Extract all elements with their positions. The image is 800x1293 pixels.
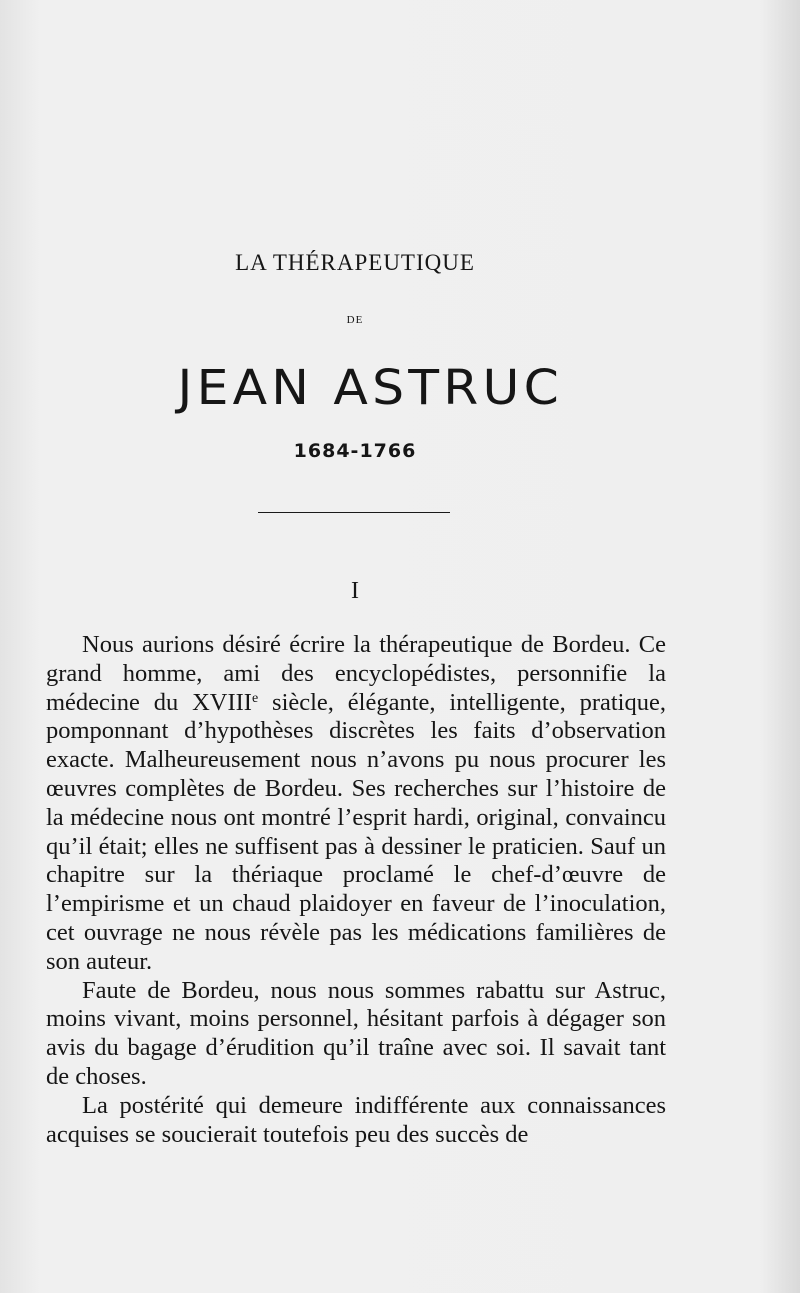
paragraph-2: Faute de Bordeu, nous nous sommes rabattu sur Astruc, moins vivant, moins personnel, hésitant parfois à dégager son avis du bagage d’érudition qu’il traîne avec soi. Il savait tant de choses. bbox=[46, 976, 666, 1090]
body-text bbox=[46, 631, 666, 1149]
life-dates: 1684-1766 bbox=[293, 440, 417, 462]
century-superscript: e bbox=[251, 690, 259, 706]
paragraph-1-start: Nous aurions désiré écrire la thérapeutique de Bordeu. Ce grand homme, ami des encyclopédistes, personnifie la médecine du XVIII bbox=[46, 631, 666, 716]
title-line: LA THÉRAPEUTIQUE bbox=[235, 250, 475, 275]
paragraph-3: La postérité qui demeure indifférente aux connaissances acquises se soucierait toutefois peu des succès de bbox=[46, 1091, 666, 1148]
paragraph-1-rest: siècle, élégante, intelligente, pratique, pomponnant d’hypothèses discrètes les faits d’observation exacte. Malheureusement nous n’avons pu nous procurer les œuvres complètes de Bordeu. Ses recherches sur l’histoire de la médecine nous ont montré l’esprit hardi, original, convaincu qu’il était; elles ne suffisent pas à dessiner le praticien. Sauf un chapitre sur la thériaque proclamé le chef-d’œuvre de l’empirisme et un chaud plaidoyer en faveur de l’inoculation, cet ouvrage ne nous révèle pas les médications familières de son auteur. bbox=[46, 688, 666, 975]
main-title: JEAN ASTRUC bbox=[177, 360, 563, 416]
section-number: I bbox=[351, 578, 359, 604]
paragraph-1 bbox=[46, 631, 666, 977]
title-preposition: DE bbox=[346, 314, 364, 326]
title-rule bbox=[258, 512, 450, 513]
